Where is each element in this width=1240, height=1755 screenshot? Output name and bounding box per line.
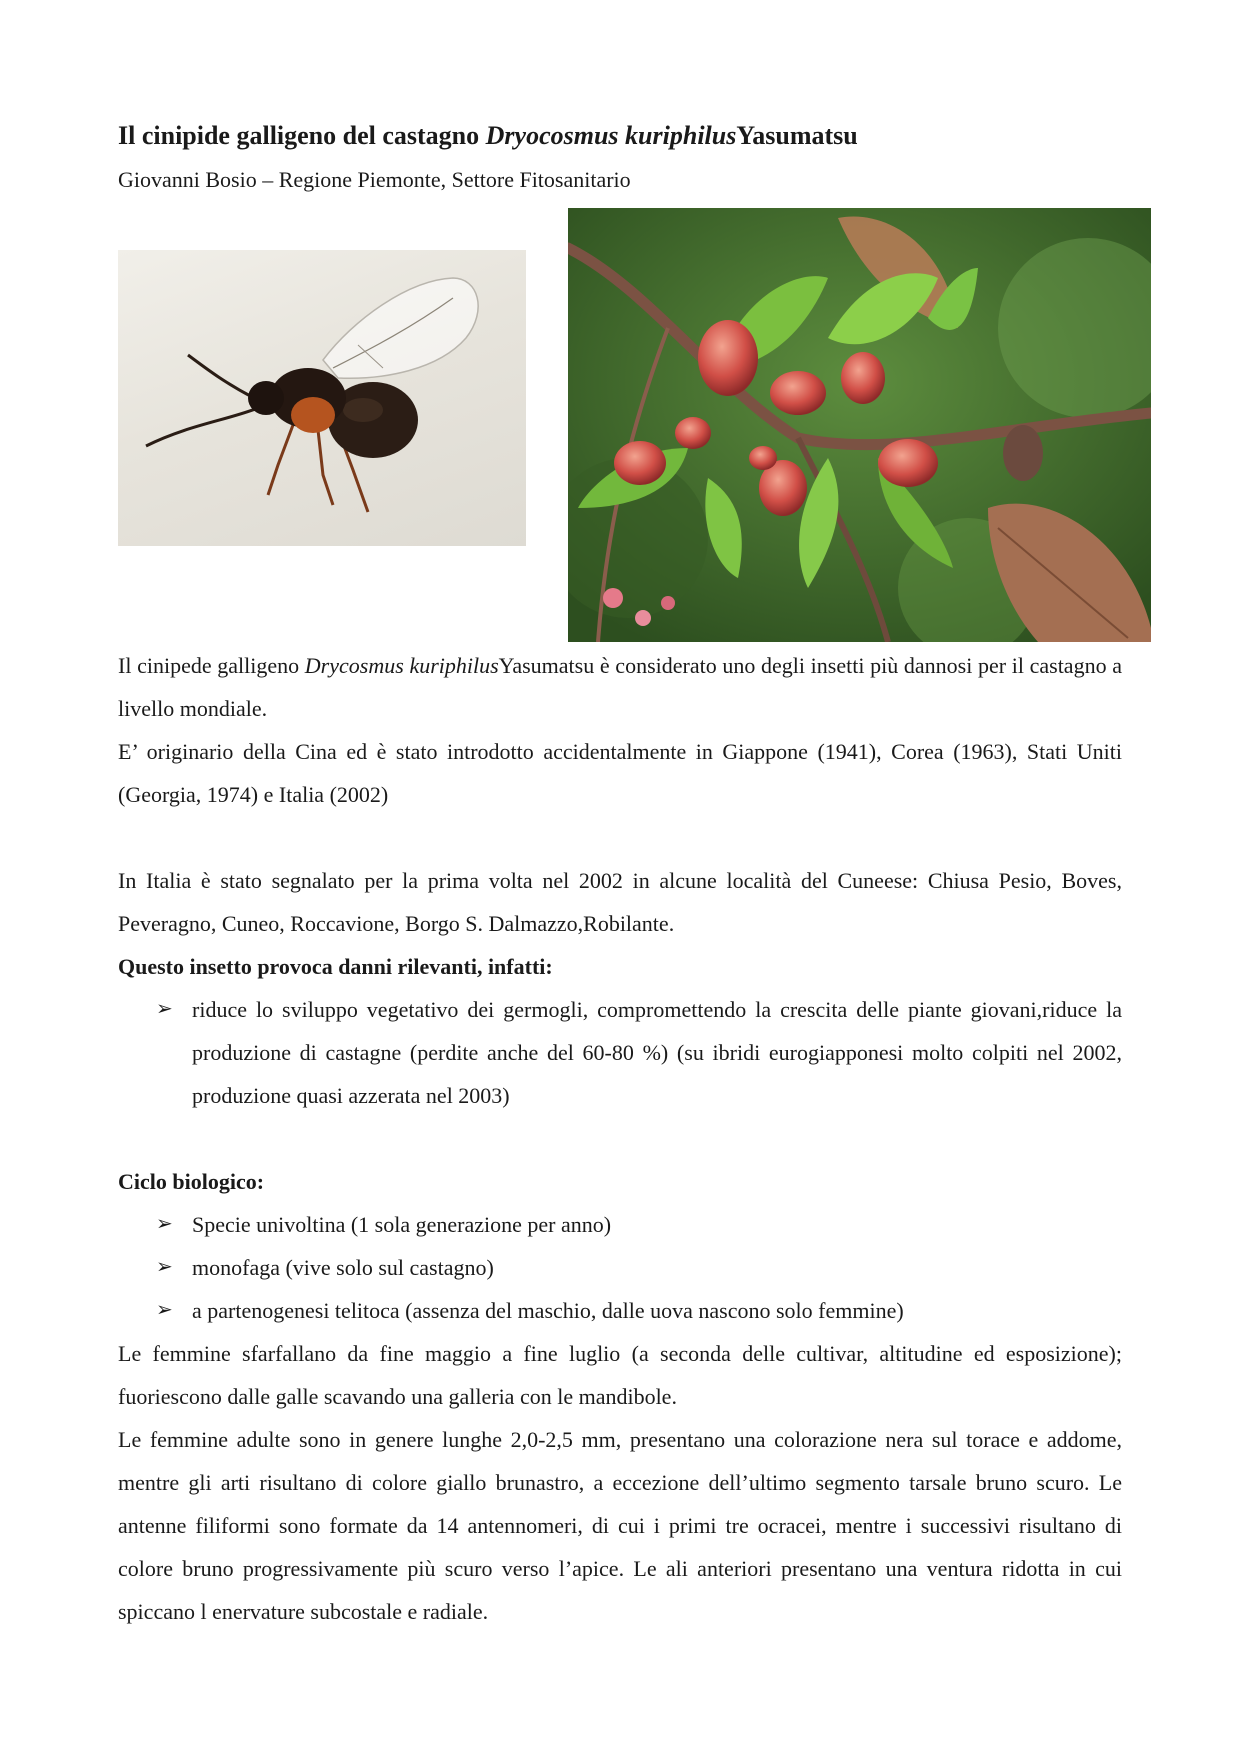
body-text (118, 644, 1122, 1633)
document-title (118, 118, 1122, 154)
cycle-item-text: a partenogenesi telitoca (assenza del maschio, dalle uova nascono solo femmine) (192, 1298, 904, 1323)
insect-illustration (118, 250, 526, 546)
author-line: Giovanni Bosio – Regione Piemonte, Settore Fitosanitario (118, 167, 631, 192)
damage-list (118, 988, 1122, 1117)
damage-heading: Questo insetto provoca danni rilevanti, infatti: (118, 954, 553, 979)
title-text: Il cinipide galligeno del castagno (118, 121, 486, 150)
branch-illustration (568, 208, 1151, 642)
arrow-bullet-icon: ➢ (156, 998, 173, 1020)
spacer (118, 1117, 1122, 1160)
spacer (118, 816, 1122, 859)
cycle-item (118, 1289, 1122, 1332)
intro-rest: Yasumatsu è considerato uno degli insetti più dannosi per il castagno a livello mondiale. (118, 653, 1122, 721)
title-species: Dryocosmus kuriphilus (485, 121, 737, 150)
figures-row (118, 208, 1122, 642)
emergence-paragraph: Le femmine sfarfallano da fine maggio a fine luglio (a seconda delle cultivar, altitudine ed esposizione); fuoriescono dalle galle scavando una galleria con le mandibole. (118, 1341, 1122, 1409)
damage-item (118, 988, 1122, 1117)
cycle-item-text: monofaga (vive solo sul castagno) (192, 1255, 494, 1280)
intro-paragraph (118, 644, 1122, 730)
cycle-item-text: Specie univoltina (1 sola generazione per anno) (192, 1212, 612, 1237)
cycle-item (118, 1203, 1122, 1246)
arrow-bullet-icon: ➢ (156, 1299, 173, 1321)
origin-paragraph: E’ originario della Cina ed è stato introdotto accidentalmente in Giappone (1941), Corea (1963), Stati Uniti (Georgia, 1974) e Italia (2002) (118, 739, 1122, 807)
description-paragraph: Le femmine adulte sono in genere lunghe 2,0-2,5 mm, presentano una colorazione nera sul torace e addome, mentre gli arti risultano di colore giallo brunastro, a eccezione dell’ultimo segmento tarsale bruno scuro. Le antenne filiformi sono formate da 14 antennomeri, di cui i primi tre ocracei, mentre i successivi risultano di colore bruno progressivamente più scuro verso l’apice. Le ali anteriori presentano una ventura ridotta in cui spiccano l enervature subcostale e radiale. (118, 1427, 1122, 1624)
title-author-name: Yasumatsu (736, 121, 858, 150)
cycle-heading: Ciclo biologico: (118, 1169, 265, 1194)
cycle-item (118, 1246, 1122, 1289)
intro-species: Drycosmus kuriphilus (304, 653, 499, 678)
damage-item-text: riduce lo sviluppo vegetativo dei germogli, compromettendo la crescita delle piante giovani,riduce la produzione di castagne (perdite anche del 60-80 %) (su ibridi eurogiapponesi molto colpiti nel 2002, produzione quasi azzerata nel 2003) (192, 997, 1122, 1108)
insect-photo (118, 250, 526, 546)
italy-paragraph: In Italia è stato segnalato per la prima volta nel 2002 in alcune località del Cuneese: Chiusa Pesio, Boves, Peveragno, Cuneo, Roccavione, Borgo S. Dalmazzo,Robilante. (118, 868, 1122, 936)
arrow-bullet-icon: ➢ (156, 1213, 173, 1235)
intro-start: Il cinipede galligeno (118, 653, 305, 678)
arrow-bullet-icon: ➢ (156, 1256, 173, 1278)
document-content (118, 118, 1122, 1633)
cycle-list (118, 1203, 1122, 1332)
chestnut-branch-photo (568, 208, 1151, 642)
